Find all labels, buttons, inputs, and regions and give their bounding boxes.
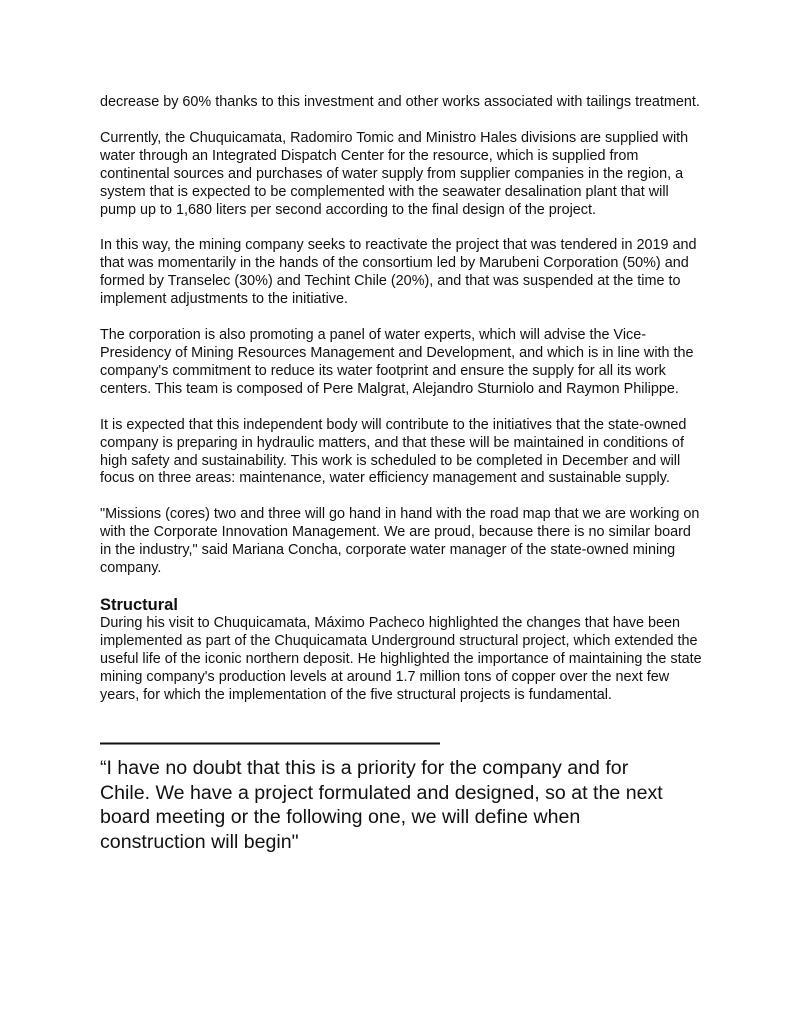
section-body-structural: During his visit to Chuquicamata, Máximo Pacheco highlighted the changes that have been implemented as part of the Chuquicamata Underground structural project, which extended the useful life of the iconic northern deposit. He highlighted the importance of maintaining the state mining company's production levels at around 1.7 million tons of copper over the next few years, for which the implementation of the five structural projects is fundamental. bbox=[100, 614, 702, 703]
paragraph-water-experts: The corporation is also promoting a panel of water experts, which will advise the Vice-Presidency of Mining Resources Management and Development, and which is in line with the company's commitment to reduce its water footprint and ensure the supply for all its work centers. This team is composed of Pere Malgrat, Alejandro Sturniolo and Raymon Philippe. bbox=[100, 327, 694, 397]
pull-quote: “I have no doubt that this is a priority for the company and for Chile. We have a project formulated and designed, so at the next board meeting or the following one, we will define when construction will begin" bbox=[100, 757, 663, 853]
section-heading-structural: Structural bbox=[100, 595, 178, 614]
paragraph-tailings: decrease by 60% thanks to this investment and other works associated with tailings treatment. bbox=[100, 94, 700, 110]
quote-divider: ————————————————— bbox=[100, 732, 440, 755]
paragraph-project-tender: In this way, the mining company seeks to reactivate the project that was tendered in 2019 and that was momentarily in the hands of the consortium led by Marubeni Corporation (50%) and formed by Transelec (30%) and Techint Chile (20%), and that was suspended at the time to implement adjustments to the initiative. bbox=[100, 237, 697, 308]
paragraph-independent-body: It is expected that this independent body will contribute to the initiatives that the state-owned company is preparing in hydraulic matters, and that these will be maintained in conditions of high safety and sustainability. This work is scheduled to be completed in December and will focus on three areas: maintenance, water efficiency management and sustainable supply. bbox=[100, 416, 687, 487]
document-page bbox=[100, 94, 706, 854]
paragraph-missions-quote: "Missions (cores) two and three will go hand in hand with the road map that we are working on with the Corporate Innovation Management. We are proud, because there is no similar board in the industry," said Mariana Concha, corporate water manager of the state-owned mining company. bbox=[100, 506, 700, 577]
paragraph-water-supply: Currently, the Chuquicamata, Radomiro Tomic and Ministro Hales divisions are supplied with water through an Integrated Dispatch Center for the resource, which is supplied from continental sources and purchases of water supply from supplier companies in the region, a system that is expected to be complemented with the seawater desalination plant that will pump up to 1,680 liters per second according to the final design of the project. bbox=[100, 129, 689, 218]
